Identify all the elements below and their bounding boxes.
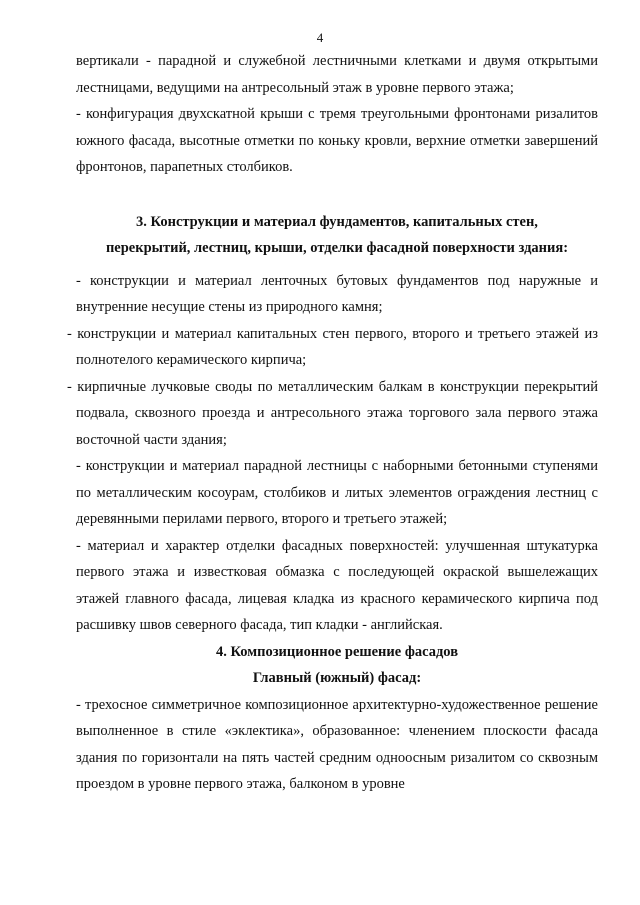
section-3-heading-line-1: 3. Конструкции и материал фундаментов, капитальных стен, [136, 213, 538, 230]
paragraph-stairs: вертикали - парадной и служебной лестничными клетками и двумя открытыми лестницами, ведущими на антресольный этаж в уровне первого этажа; [76, 53, 598, 96]
list-item-vaults: - кирпичные лучковые своды по металлическим балкам в конструкции перекрытий подвала, сквозного проезда и антресольного этажа торгового зала первого этажа восточной части здания; [67, 378, 598, 448]
list-item-composition: - трехосное симметричное композиционное архитектурно-художественное решение выполненное в стиле «эклектика», образованное: членением плоскости фасада здания по горизонтали на пять частей средним одноосным ризалитом со сквозным проездом в уровне первого этажа, балконом в уровне [76, 696, 598, 792]
section-4-subheading: Главный (южный) фасад: [252, 670, 422, 686]
list-item-foundations: - конструкции и материал ленточных бутовых фундаментов под наружные и внутренние несущие стены из природного камня; [76, 272, 598, 315]
section-4-heading: 4. Композиционное решение фасадов [215, 643, 459, 660]
section-3-heading-line-2: перекрытий, лестниц, крыши, отделки фасадной поверхности здания: [105, 240, 569, 256]
paragraph-roof-configuration: - конфигурация двухскатной крыши с тремя треугольными фронтонами ризалитов южного фасада, высотные отметки по коньку кровли, верхние отметки завершений фронтонов, парапетных столбиков. [76, 106, 598, 175]
list-item-main-staircase: - конструкции и материал парадной лестницы с наборными бетонными ступенями по металлическим косоурам, столбиков и литых элементов ограждения лестниц с деревянными перилами первого, второго и третьего этажей; [76, 458, 598, 527]
document-body [67, 48, 598, 798]
page-number: 4 [316, 30, 324, 45]
section-spacer [76, 181, 598, 209]
list-item-facade-finish: - материал и характер отделки фасадных поверхностей: улучшенная штукатурка первого этажа и известковая обмазка с последующей окраской вышележащих этажей главного фасада, лицевая кладка из красного керамического кирпича под расшивку швов северного фасада, тип кладки - английская. [76, 537, 598, 633]
list-item-capital-walls: - конструкции и материал капитальных стен первого, второго и третьего этажей из полнотелого керамического кирпича; [67, 325, 598, 368]
